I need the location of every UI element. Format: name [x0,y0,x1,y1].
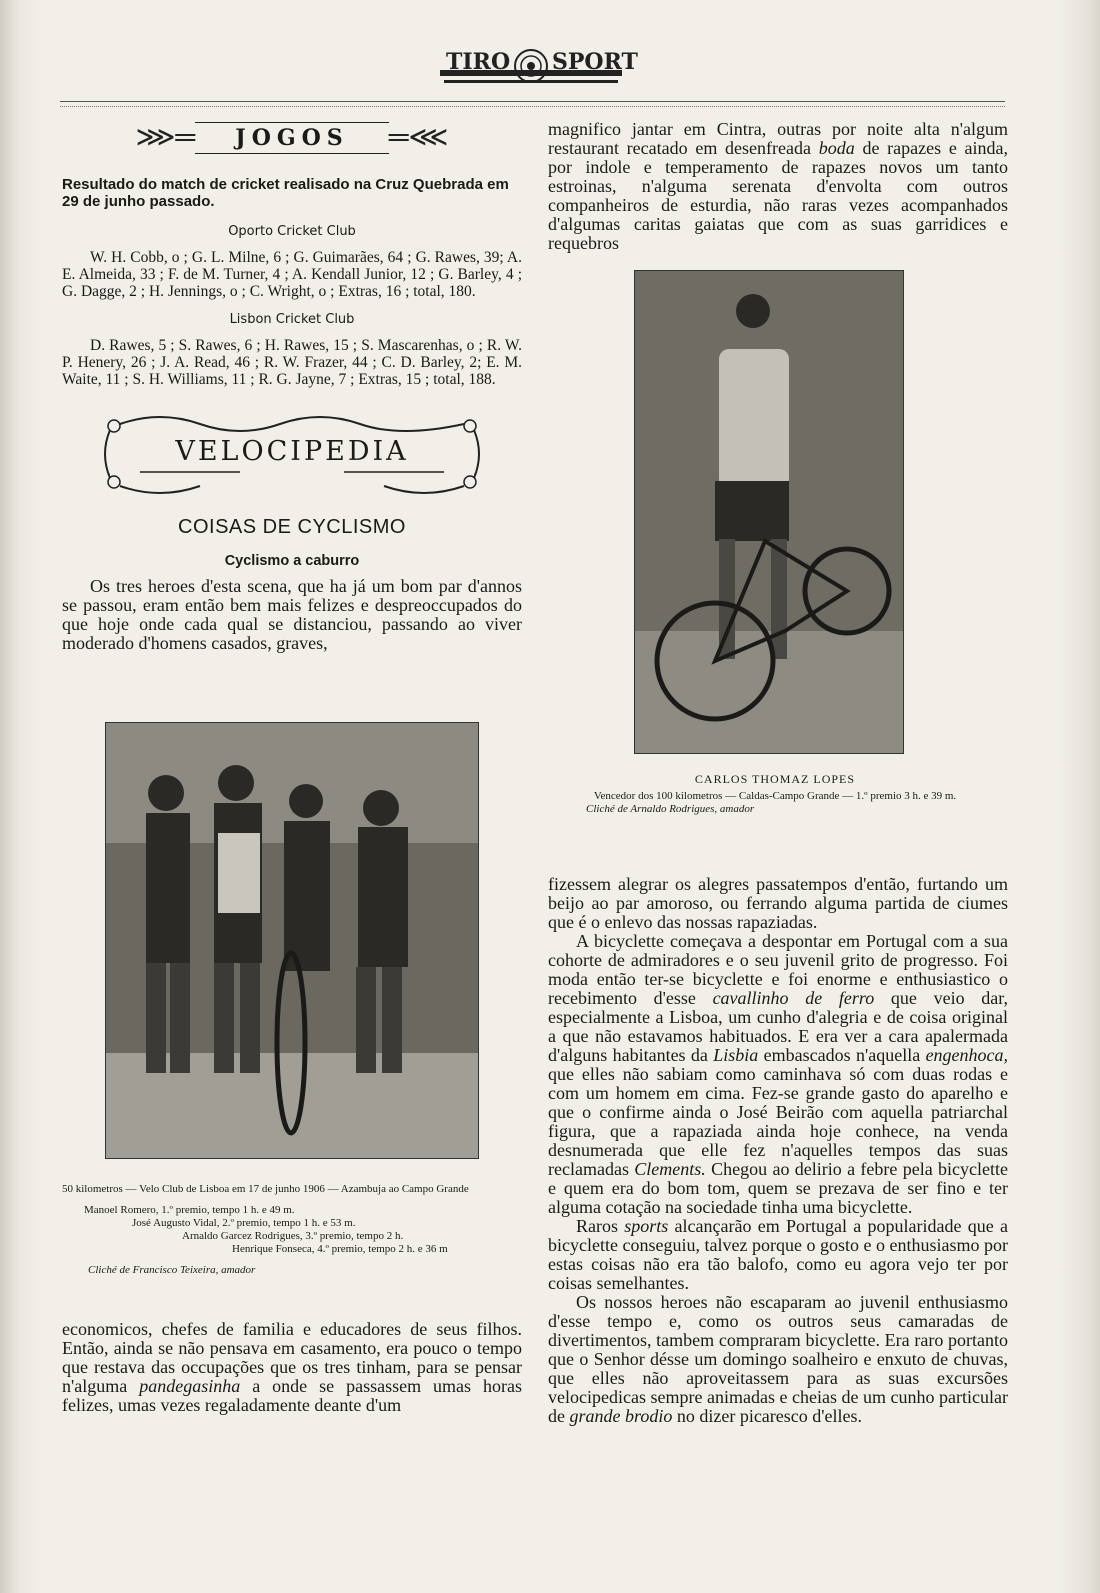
caption-right-credit: Cliché de Arnaldo Rodrigues, amador [586,803,755,815]
right-paragraph-2a: A bicyclette começava a despontar em Portugal com a sua cohorte de admiradores e o seu juvenil grito de progresso. Foi moda então ter-se bicyclette e foi enorme e enthusiastico o recebimento d'esse [548,931,1008,1008]
right-column-top [548,120,1008,253]
right-paragraph-4b: no dizer picaresco d'elles. [676,1406,863,1426]
caption-right [560,773,990,816]
right-paragraph-2c: embascados n'aquella [763,1045,921,1065]
right-paragraph-2e: Chegou ao delirio a febre pela bicyclette e quem era do bom tom, quem se prezava de ser fino e ter alguma cotação na sociedade tinha uma bicyclette. [548,1159,1009,1217]
left-continuation-em: pandegasinha [139,1376,241,1396]
velocipedia-heading: VELOCIPEDIA [175,436,409,467]
match-title: Resultado do match de cricket realisado na Cruz Quebrada em 29 de junho passado. [62,176,509,210]
right-text-emphasis: boda [818,138,855,158]
article-subtitle: Cyclismo a caburro [224,553,360,569]
svg-text:SPORT: SPORT [552,49,638,75]
team1-scores: W. H. Cobb, o ; G. L. Milne, 6 ; G. Guimarães, 64 ; G. Rawes, 39; A. E. Almeida, 33 ; F. de M. Turner, 4 ; A. Kendall Junior, 12 ; G. Barley, 4 ; G. Dagge, 2 ; H. Jennings, o ; C. Wright, o ; Extras, 16 ; total, 180. [62,249,522,300]
right-paragraph-2-em3: engenhoca, [925,1045,1009,1065]
right-paragraph-2-em1: cavallinho de ferro [712,988,875,1008]
caption-left-result-1: Manoel Romero, 1.º premio, tempo 1 h. e 49 m. [84,1204,295,1216]
caption-left-result-2: José Augusto Vidal, 2.º premio, tempo 1 h. e 53 m. [132,1217,356,1229]
caption-left-line: 50 kilometros — Velo Club de Lisboa em 17 de junho 1906 — Azambuja ao Campo Grande [62,1183,469,1195]
right-paragraph-3-em: sports [624,1216,669,1236]
article-title: COISAS DE CYCLISMO [178,516,406,538]
right-text-a: magnifico jantar em Cintra, outras por noite alta n'algum restaurant recatado em desenfreada [548,119,1008,158]
right-paragraph-4-em: grande brodio [569,1406,673,1426]
caption-right-name: CARLOS THOMAZ LOPES [694,772,856,786]
masthead-logo [440,44,638,90]
team2-scores: D. Rawes, 5 ; S. Rawes, 6 ; H. Rawes, 15 ; S. Mascarenhas, o ; R. W. P. Henery, 26 ; J. A. Read, 46 ; R. W. Frazer, 44 ; C. D. Barley, 2; E. M. Waite, 11 ; S. H. Williams, 11 ; R. G. Jayne, 7 ; Extras, 15 ; total, 188. [62,337,522,388]
left-continuation-a: economicos, chefes de familia e educadores de seus filhos. Então, ainda se não pensava em casamento, era pouco o tempo que restava das occupações que os tres tinham, para se pensar n'alguma [62,1319,522,1396]
team2-name: Lisbon Cricket Club [229,312,355,327]
svg-text:TIRO: TIRO [446,49,511,75]
team1-name: Oporto Cricket Club [228,224,356,239]
velocipedia-header [100,410,484,498]
right-paragraph-2b: que veio dar, especialmente a Lisboa, um cunho d'alegria e de coisa original a que não estavamos habituados. E era ver a cara apalermada d'alguns habitantes da [548,988,1009,1065]
jogos-header [62,118,522,158]
right-paragraph-3b: alcançarão em Portugal a popularidade que a bicyclette conseguiu, talvez porque o gosto e o enthusiasmo por estas coisas não era tão balofo, como eu agora vejo ter por coisas semelhantes. [548,1216,1008,1293]
right-column-bottom [548,875,1008,1426]
right-paragraph-1: fizessem alegrar os alegres passatempos d'então, furtando um beijo ao par amoroso, ou ferrando alguma partida de ciumes que é o enlevo das nossas rapaziadas. [548,874,1008,932]
header-rule [60,101,1005,107]
caption-left [62,1183,522,1277]
caption-left-result-3: Arnaldo Garcez Rodrigues, 3.º premio, tempo 2 h. [182,1230,404,1242]
left-continuation-b: a onde se passassem umas horas felizes, umas vezes regaladamente deante d'um [62,1376,523,1415]
caption-right-line: Vencedor dos 100 kilometros — Caldas-Campo Grande — 1.º premio 3 h. e 39 m. [593,790,957,802]
caption-left-result-4: Henrique Fonseca, 4.º premio, tempo 2 h. e 36 m [232,1243,448,1255]
right-paragraph-2d: que elles não sabiam como caminhava só com duas rodas e com um homem em cima. Fez-se grande gasto do aparelho e que o confirme ainda o José Beirão com aquella patriarchal figura, que a rapaziada ainda hoje conhece, na venda desnumerada que elle fez n'aquelles tempos das suas reclamadas [548,1064,1008,1179]
right-paragraph-3a: Raros [576,1216,618,1236]
ornament-right-icon: ═⋘ [388,122,449,153]
photo-carlos-thomaz-lopes [634,270,904,754]
right-paragraph-4a: Os nossos heroes não escaparam ao juvenil enthusiasmo d'esse tempo e, como os outros seus camaradas de divertimentos, tambem compraram bicyclette. Era raro portanto que o Senhor désse um domingo soalheiro e enxuto de chuvas, que elles não aproveitassem para as suas excursões velocipedicas sempre animadas e cheias de um cunho particular de [548,1292,1008,1426]
left-column [62,118,522,653]
caption-left-credit: Cliché de Francisco Teixeira, amador [88,1264,256,1276]
right-text-b: de rapazes e ainda, por indole e temperamento de rapazes novos um tanto estroinas, n'alguma serenata d'envolta com outros companheiros de esturdia, não raras vezes acompanhados d'algumas caritas gaiatas que com as suas garridices e requebros [548,138,1008,253]
photo-cyclists-group [105,722,479,1159]
ornament-left-icon: ⋙═ [135,122,196,153]
right-paragraph-2-em2: Lisbia [713,1045,759,1065]
jogos-heading: JOGOS [195,122,388,154]
right-paragraph-2-em4: Clements. [634,1159,706,1179]
left-column-bottom [62,1320,522,1415]
article-paragraph-1: Os tres heroes d'esta scena, que ha já um bom par d'annos se passou, eram então bem mais felizes e despreoccupados do que hoje onde cada qual se distanciou, passando ao viver moderado d'homens casados, graves, [62,576,522,653]
